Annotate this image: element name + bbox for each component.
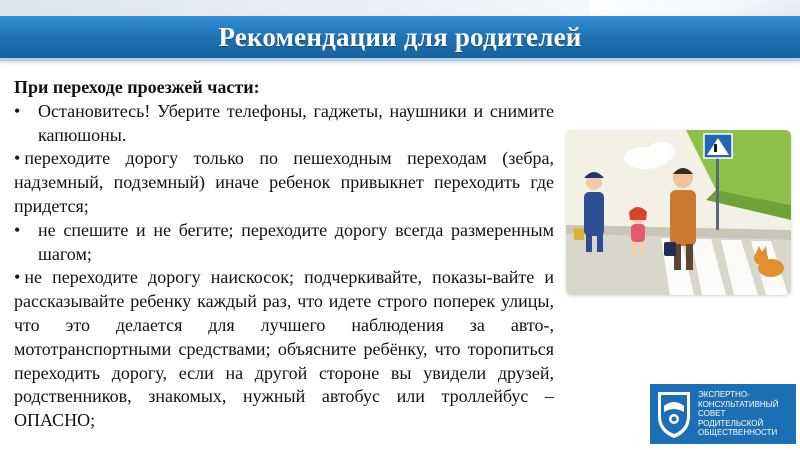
recommendations-text — [14, 76, 554, 433]
list-item — [14, 100, 554, 148]
logo-line: СОВЕТ — [698, 409, 726, 419]
bullet: • — [14, 267, 21, 288]
pedestrians-crossing-illustration — [566, 130, 791, 295]
list-item — [14, 266, 554, 433]
council-logo-text — [698, 390, 779, 437]
council-emblem-icon — [652, 386, 696, 442]
list-item-text: переходите дорогу только по пешеходным переходам (зебра, надземный, подземный) иначе ребенок привыкнет переходить где придется; — [14, 148, 554, 216]
list-item-text: не переходите дорогу наискосок; подчеркивайте, показы-вайте и рассказывайте ребенку каждый раз, что идете строго поперек улицы, что это делается для лучшего наблюдения за авто-, мототранспортными средствами; объясните ребёнку, что торопиться переходить дорогу, если на другой стороне вы увидели друзей, родственников, знакомых, нужный автобус или троллейбус – ОПАСНО; — [14, 267, 554, 431]
list-item-text: Остановитесь! Уберите телефоны, гаджеты, наушники и снимите капюшоны. — [38, 100, 554, 145]
bullet: • — [14, 219, 21, 240]
council-logo — [650, 384, 796, 444]
logo-line: ОБЩЕСТВЕННОСТИ — [698, 428, 778, 438]
logo-line: КОНСУЛЬТАТИВНЫЙ — [698, 399, 779, 409]
list-item-text: не спешите и не бегите; переходите дорогу всегда размеренным шагом; — [38, 219, 554, 264]
section-heading: При переходе проезжей части: — [14, 77, 260, 97]
bullet: • — [14, 100, 21, 121]
list-item — [14, 147, 554, 218]
logo-line: ЭКСПЕРТНО- — [698, 390, 750, 400]
logo-line: РОДИТЕЛЬСКОЙ — [698, 418, 764, 428]
page-title: Рекомендации для родителей — [218, 22, 582, 52]
list-item — [14, 219, 554, 267]
bullet: • — [14, 148, 21, 169]
